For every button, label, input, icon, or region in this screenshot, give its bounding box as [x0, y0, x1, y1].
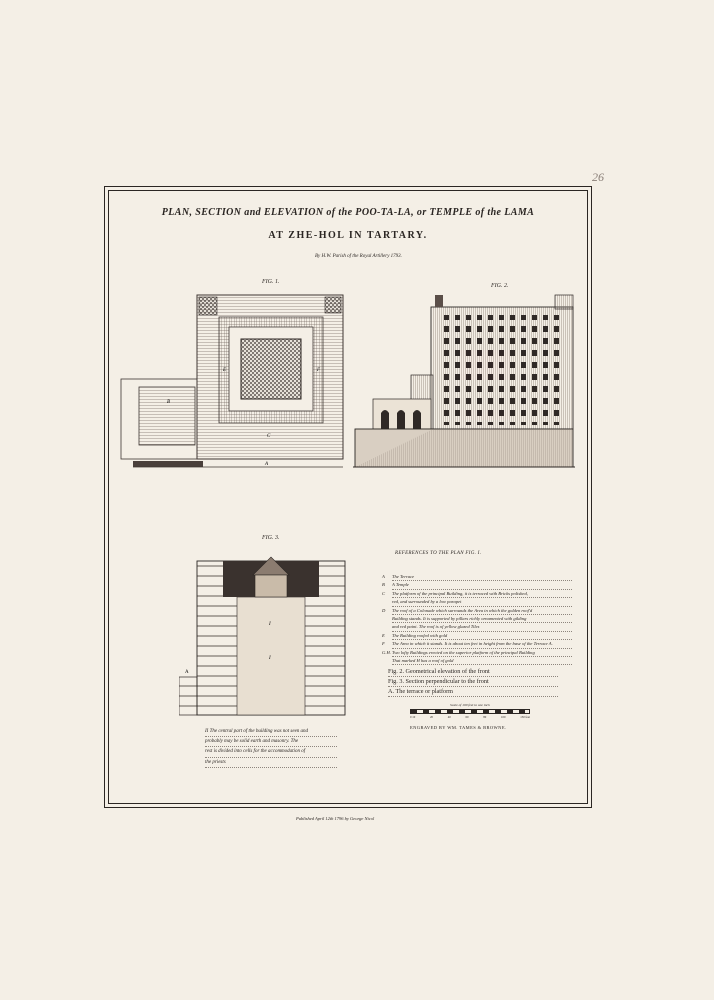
reference-row — [382, 590, 572, 598]
fig3-note-line: II The central part of the building was not seen and — [205, 727, 337, 737]
fig3-note-line: probably may be solid earth and masonry. The — [205, 737, 337, 747]
scale-of-feet — [410, 703, 530, 719]
reference-key: D — [382, 607, 386, 613]
reference-key — [382, 598, 392, 606]
reference-key: B — [382, 582, 385, 588]
byline: By H.W. Parish of the Royal Artillery 1793. — [315, 254, 402, 259]
reference-text: red, and surrounded by a low parapet — [392, 598, 572, 606]
reference-key: A — [382, 574, 385, 579]
publication-line: Published April 12th 1796 by George Nicol — [296, 816, 375, 821]
reference-text: A Temple — [392, 581, 572, 589]
scale-tick: 20 — [430, 715, 433, 719]
fig3-central-core — [237, 597, 305, 715]
plate-title: PLAN, SECTION and ELEVATION of the POO-TA-LA, or TEMPLE of the LAMA — [161, 207, 535, 218]
reference-text: The Building roofed with gold — [392, 632, 572, 640]
fig3-letter-i1: I — [269, 622, 271, 627]
reference-text: Two lofty Buildings erected on the superior platform of the principal Building — [392, 649, 572, 657]
scale-tick: 0 10 — [410, 715, 416, 719]
reference-text: and red paint. The roof is of yellow glazed Tiles — [392, 623, 572, 631]
reference-text: That marked H has a roof of gold — [392, 657, 572, 665]
fig3-golden-building — [255, 575, 287, 597]
fig1-letter-b: B — [167, 400, 171, 405]
fig1-letter-f: F — [317, 368, 321, 373]
reference-key — [382, 657, 392, 665]
scale-tick: 150 feet — [520, 715, 530, 719]
fig2-arch-2 — [397, 410, 405, 429]
fig1-letter-a: A — [265, 462, 269, 467]
fig3-note-line: rest is divided into cells for the accommodation of — [205, 747, 337, 757]
fig3-terrace-a — [179, 677, 197, 715]
fig3-note — [205, 727, 337, 768]
reference-key — [382, 623, 392, 631]
figure-note-row: Fig. 2. Geometrical elevation of the front — [388, 667, 558, 677]
scale-ticks — [410, 715, 530, 719]
fig3-letter-i2: I — [269, 656, 271, 661]
reference-text: The Terrace — [392, 573, 572, 581]
fig2-window-grid — [441, 315, 565, 425]
page-number: 26 — [592, 170, 604, 184]
references-list — [382, 573, 572, 665]
fig1-base-strip — [133, 461, 203, 467]
fig1-plan-drawing — [119, 291, 349, 471]
scale-tick: 60 — [465, 715, 469, 719]
fig2-label: FIG. 2. — [491, 283, 509, 289]
fig1-letter-c: C — [267, 434, 271, 439]
reference-row — [382, 623, 572, 631]
fig1-golden-building-e — [241, 339, 301, 399]
fig3-section-drawing — [179, 547, 349, 721]
fig2-tower-right — [555, 295, 573, 309]
plate-frame — [104, 186, 592, 808]
reference-row — [382, 573, 572, 581]
reference-key: F — [382, 641, 385, 647]
reference-key: G.H. — [382, 649, 391, 655]
reference-row — [382, 598, 572, 606]
reference-row — [382, 657, 572, 665]
reference-key: C — [382, 590, 386, 596]
fig2-tower-left — [435, 295, 443, 307]
scale-tick: 80 — [483, 715, 487, 719]
figure-note-row: Fig. 3. Section perpendicular to the front — [388, 677, 558, 687]
reference-text: Building stands. It is supported by pillars richly ornamented with gilding — [392, 615, 572, 623]
fig1-letter-e: E — [223, 368, 227, 373]
fig2-arch-1 — [381, 410, 389, 429]
reference-row — [382, 640, 572, 648]
scale-title: Scale of 100 feet to one inch — [450, 703, 490, 707]
figure-notes — [388, 667, 558, 697]
fig3-letter-a: A — [185, 670, 189, 675]
reference-row — [382, 649, 572, 657]
reference-text: The platform of the principal Building, it is terraced with Bricks polished, — [392, 590, 572, 598]
reference-key: E — [382, 632, 385, 638]
plate-subtitle: AT ZHE-HOL IN TARTARY. — [268, 230, 428, 241]
scale-tick: 100 — [501, 715, 506, 719]
fig2-arch-3 — [413, 410, 421, 429]
reference-row — [382, 581, 572, 589]
reference-text: The roof of a Colonade which surrounds the Area in which the golden roof'd — [392, 607, 572, 615]
reference-row — [382, 632, 572, 640]
engraver-credit: ENGRAVED BY WM. TAMES & BROWNE. — [410, 725, 507, 730]
fig1-corner-building-g — [199, 297, 217, 315]
fig1-temple-b — [139, 387, 195, 445]
fig1-label: FIG. 1. — [262, 279, 280, 285]
fig3-label: FIG. 3. — [262, 535, 280, 541]
fig3-note-line: the priests — [205, 758, 337, 768]
reference-row — [382, 615, 572, 623]
reference-key — [382, 615, 392, 623]
scale-tick: 40 — [447, 715, 451, 719]
fig1-corner-building-h — [325, 297, 341, 313]
figure-note-row: A. The terrace or platform — [388, 687, 558, 697]
fig2-elevation-drawing — [353, 287, 577, 471]
scale-bar — [410, 709, 530, 714]
reference-text: The Area in which it stands. It is about ten feet in height from the base of the Terrace A. — [392, 640, 572, 648]
reference-row — [382, 607, 572, 615]
references-title: REFERENCES TO THE PLAN FIG. I. — [395, 551, 482, 556]
